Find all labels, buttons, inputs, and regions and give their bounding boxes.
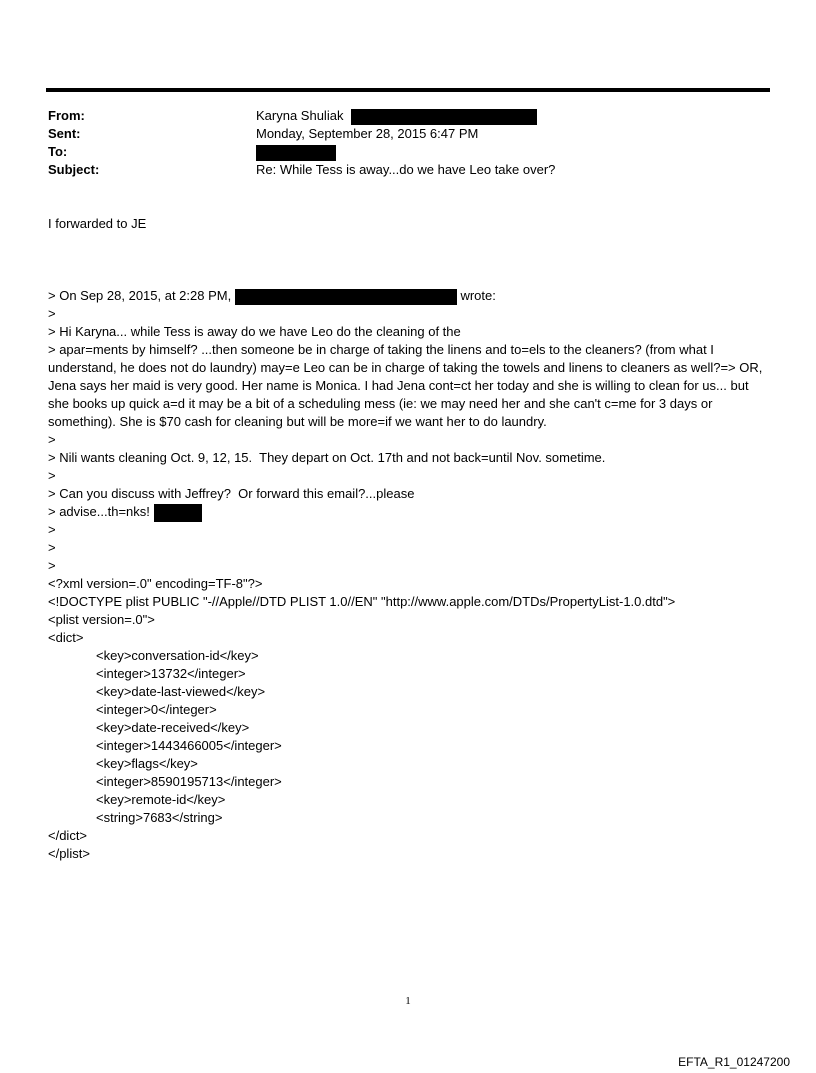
redaction-box xyxy=(351,109,537,125)
plist-line: <dict> xyxy=(48,630,84,645)
plist-line: </dict> xyxy=(48,828,88,843)
header-rule xyxy=(46,88,770,92)
plist-line: <!DOCTYPE plist PUBLIC "-//Apple//DTD PLIST 1.0//EN" "http://www.apple.com/DTDs/PropertyList-1.0.dtd"> xyxy=(48,594,676,609)
plist-line: <key>flags</key> xyxy=(96,756,198,771)
quoted-message xyxy=(48,287,768,863)
quote-line: > xyxy=(48,540,56,555)
quote-signoff xyxy=(48,503,768,521)
plist-line: <integer>13732</integer> xyxy=(96,666,246,681)
plist-line: <string>7683</string> xyxy=(96,810,223,825)
plist-line: <integer>8590195713</integer> xyxy=(96,774,282,789)
quote-intro xyxy=(48,287,768,305)
page-number: 1 xyxy=(405,995,411,1007)
plist-line: </plist> xyxy=(48,846,90,861)
quote-paragraph: > apar=ments by himself? ...then someone be in charge of taking the linens and to=els to the cleaners? (from what I understand, he does not do laundry) may=e Leo can be in charge of taking the towels and linens to cleaners as well?=> OR, Jena says her maid is very good. Her name is Monica. I had Jena cont=ct her today and she is willing to clean for us... but she books up quick a=d it may be a bit of a scheduling mess (ie: we may need her and she can't c=me for 3 days or something). She is $70 cash for cleaning but will be more=if we want her to do laundry. xyxy=(48,342,763,429)
to-label: To: xyxy=(48,144,68,159)
plist-line: <integer>1443466005</integer> xyxy=(96,738,282,753)
redaction-box xyxy=(256,145,336,161)
quote-intro-before: > On Sep 28, 2015, at 2:28 PM, xyxy=(48,288,232,303)
from-name: Karyna Shuliak xyxy=(256,108,344,123)
plist-line: <key>date-received</key> xyxy=(96,720,250,735)
quote-line: > Nili wants cleaning Oct. 9, 12, 15. They depart on Oct. 17th and not back=until Nov. sometime. xyxy=(48,450,606,465)
from-value xyxy=(256,107,537,125)
plist-line: <key>remote-id</key> xyxy=(96,792,226,807)
redaction-box xyxy=(235,289,457,305)
plist-line: <plist version=.0"> xyxy=(48,612,155,627)
quote-intro-after: wrote: xyxy=(460,288,496,303)
quote-line: > xyxy=(48,432,56,447)
quote-line: > Hi Karyna... while Tess is away do we have Leo do the cleaning of the xyxy=(48,324,461,339)
quote-line: > xyxy=(48,522,56,537)
subject-label: Subject: xyxy=(48,162,100,177)
plist-line: <?xml version=.0" encoding=TF-8"?> xyxy=(48,576,263,591)
plist-line: <key>conversation-id</key> xyxy=(96,648,259,663)
subject-value: Re: While Tess is away...do we have Leo take over? xyxy=(256,162,556,177)
sent-value: Monday, September 28, 2015 6:47 PM xyxy=(256,126,479,141)
bates-number: EFTA_R1_01247200 xyxy=(678,1055,790,1069)
to-value xyxy=(256,143,336,161)
quote-line: > Can you discuss with Jeffrey? Or forward this email?...please xyxy=(48,486,415,501)
sent-label: Sent: xyxy=(48,126,81,141)
quote-line: > xyxy=(48,306,56,321)
quote-line: > xyxy=(48,558,56,573)
quote-line: > xyxy=(48,468,56,483)
reply-text: I forwarded to JE xyxy=(48,216,147,231)
signoff-text: > advise...th=nks! xyxy=(48,504,150,519)
plist-line: <integer>0</integer> xyxy=(96,702,217,717)
plist-line: <key>date-last-viewed</key> xyxy=(96,684,266,699)
redaction-box xyxy=(154,504,202,522)
from-label: From: xyxy=(48,108,85,123)
